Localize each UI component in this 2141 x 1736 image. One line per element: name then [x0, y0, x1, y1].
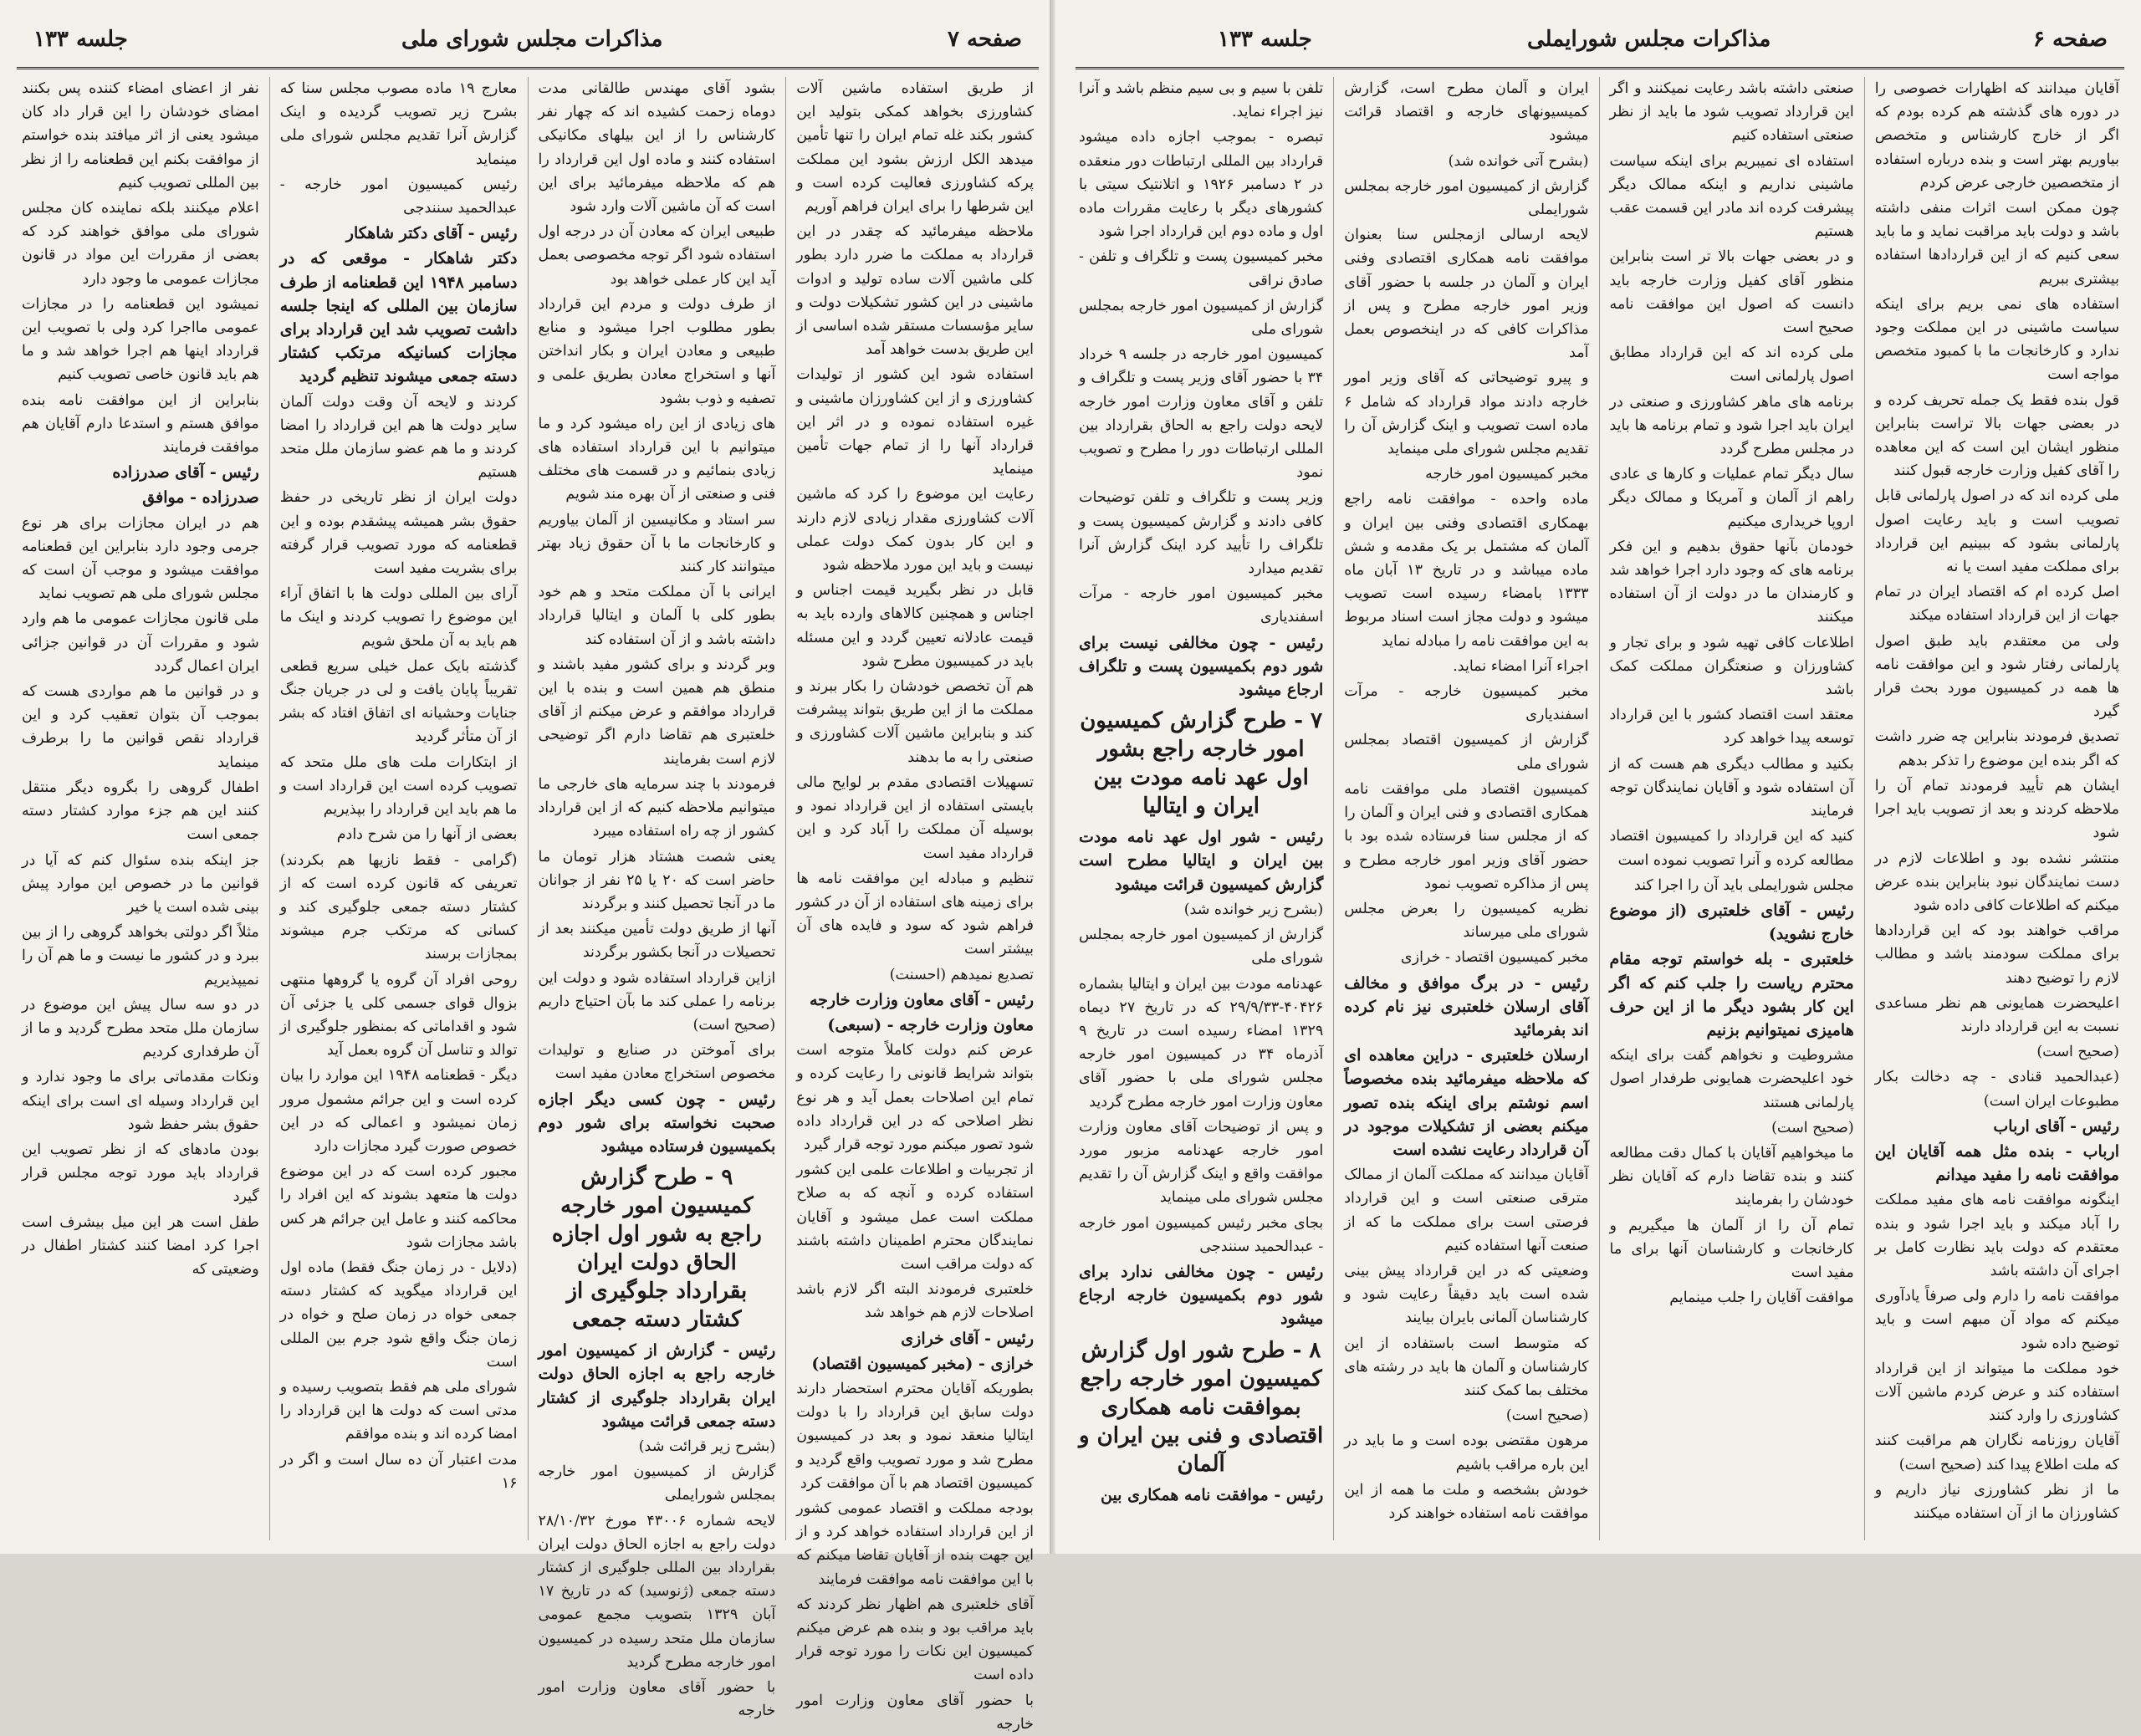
paragraph: بنابراین از این موافقت نامه بنده موافق هستم و استدعا دارم آقایان هم موافقت فرمایند: [22, 391, 259, 457]
right-page: [1055, 0, 2141, 1554]
paragraph: استفاده های نمی بریم برای اینکه سیاست ماشینی در این مملکت وجود ندارد و کارخانجات ما با کمبود متخصص مواجه است: [1874, 295, 2119, 384]
speaker-line: صدرزاده - موافق: [142, 488, 259, 508]
paragraph: سال دیگر تمام عملیات و کارها ی عادی راهم از آلمان و آمریکا و ممالک دیگر اروپا خریداری میکنیم: [1609, 466, 1854, 530]
speaker-line: رئیس - آقای صدرزاده: [112, 463, 259, 483]
speaker-line: رئیس - شور اول عهد نامه مودت بین ایران و ایتالیا مطرح است گزارش کمیسیون قرائت میشود: [1079, 828, 1324, 894]
paragraph: با حضور آقای معاون وزارت امور خارجه: [538, 1678, 776, 1720]
paragraph: گزارش از کمیسیون امور خارجه بمجلس شورای ملی: [1079, 927, 1324, 968]
speaker-line: رئیس - چون کسی دیگر اجازه صحبت نخواسته برای شور دوم بکمیسیون فرستاده میشود: [538, 1090, 776, 1156]
paragraph: خودش بشخصه و ملت ما همه از این موافقت نامه استفاده خواهند کرد: [1344, 1481, 1589, 1522]
paragraph: بشود آقای مهندس طالقانی مدت دوماه زحمت کشیده اند که چهار نفر کارشناس را از این بیلهای مکانیکی استفاده کنند و ماده اول این قرارداد را هم که ملاحظه میفرمائید برای این است که آن ماشین آلات وارد شود: [538, 80, 776, 216]
paragraph: کمیسیون امور خارجه در جلسه ۹ خرداد ۳۴ با حضور آقای وزیر پست و تلگراف و تلفن و آقای معاون وزارت امور خارجه لایحه دولت راجع به الحاق بقرارداد بین المللی ارتباطات دور را مطرح و تصویب نمود: [1079, 346, 1324, 482]
left-page-session: صفحه ۷: [948, 27, 1022, 52]
paragraph: مراقب خواهند بود که این قراردادها برای مملکت سودمند باشد و مطالب لازم را توضیح دهند: [1874, 922, 2119, 987]
paragraph: ملی کرده اند که در اصول پارلمانی قابل تصویب است و باید رعایت اصول پارلمانی بشود که ببینیم این قرارداد برای مملکت مفید است یا نه: [1874, 488, 2119, 576]
paragraph: مرهون مقتضی بوده است و ما باید در این باره مراقب باشیم: [1344, 1432, 1589, 1473]
paragraph: موافقت آقایان را جلب مینمایم: [1669, 1289, 1854, 1307]
paragraph: بعضی از آنها را من شرح دادم: [336, 826, 518, 844]
paragraph: ملی کرده اند که این قرارداد مطابق اصول پارلمانی است: [1609, 345, 1854, 385]
paragraph: ما میخواهیم آقایان با کمال دقت مطالعه کنند و بنده تقاضا دارم که آقایان نظر خودشان را بفرمایند: [1609, 1144, 1854, 1209]
paragraph: چون ممکن است اثرات منفی داشته باشد و دولت باید مراقبت نماید و ما باید سعی کنیم که از این قراردادها استفاده بیشتری ببریم: [1874, 200, 2119, 288]
text-column: [528, 77, 786, 1720]
speaker-line: رئیس - چون مخالفی ندارد برای شور دوم بکمیسیون خارجه ارجاع میشود: [1079, 1262, 1324, 1329]
speaker-line: معاون وزارت خارجه - (سبعی): [827, 1015, 1034, 1034]
paragraph: رئیس کمیسیون امور خارجه - عبدالحمید سنندجی: [279, 176, 518, 217]
paragraph: روحی افراد آن گروه یا گروهها منتهی بزوال قوای جسمی کلی یا جزئی آن شود و اقداماتی که بمنظور جلوگیری از توالد و تناسل آن گروه بعمل آید: [279, 971, 518, 1059]
speaker-line: رئیس - چون مخالفی نیست برای شور دوم بکمیسیون پست و تلگراف ارجاع میشود: [1079, 633, 1324, 700]
paragraph: و پیرو توضیحاتی که آقای وزیر امور خارجه دادند مواد قرارداد که شامل ۶ ماده است تصویب و اینک گزارش آن را تقدیم مجلس شورای ملی مینماید: [1344, 370, 1589, 458]
paragraph: بطوریکه آقایان محترم استحضار دارند دولت سابق این قرارداد را با دولت ایتالیا منعقد نمود و بعد در کمیسیون مطرح شد و مورد تصویب واقع گردید و کمیسیون اقتصاد هم با آن موافقت کرد: [796, 1380, 1034, 1492]
paragraph: اجراء آنرا امضاء نماید.: [1453, 657, 1589, 675]
paragraph: اعلام میکنند بلکه نماینده کان مجلس شورای ملی موافق خواهند کرد که بعضی از مقررات این مواد در قانون مجازات عمومی ما وجود دارد: [22, 200, 259, 288]
paragraph: ازاین قرارداد استفاده شود و دولت این برنامه را عملی کند ما بآن احتیاج داریم (صحیح است): [538, 969, 776, 1034]
paragraph: اصل کرده ام که اقتصاد ایران در تمام جهات از این قرارداد استفاده میکند: [1874, 584, 2119, 625]
paragraph: رعایت این موضوع را کرد که ماشین آلات کشاورزی مقدار زیادی لازم دارند و این کار بدون کمک دولت عملی نیست و باید این مورد ملاحظه شود: [796, 486, 1034, 574]
paragraph: جز اینکه بنده سئوال کنم که آیا در قوانین ما در خصوص این موارد پیش بینی شده است یا خیر: [22, 851, 259, 916]
paragraph: نظریه کمیسیون را بعرض مجلس شورای ملی میرساند: [1344, 900, 1589, 942]
text-column: [785, 77, 1044, 1733]
paragraph: هم در ایران مجازات برای هر نوع جرمی وجود دارد بنابراین این قطعنامه موافقت میشود و موجب آن است که مجلس شورای ملی هم تصویب نماید: [22, 514, 259, 603]
paragraph: بکنید و مطالب دیگری هم هست که از آن استفاده شود و آقایان نمایندگان توجه فرمایند: [1609, 755, 1854, 820]
speaker-line: ارباب - بنده مثل همه آقایان این موافقت نامه را مفید میدانم: [1874, 1141, 2119, 1185]
speaker-line: خرازی - (مخبر کمیسیون اقتصاد): [811, 1354, 1034, 1373]
speaker-line: رئیس - آقای خرازی: [901, 1329, 1034, 1348]
paragraph: برای آموختن در صنایع و تولیدات مخصوص استخراج معادن مفید است: [538, 1042, 776, 1083]
paragraph: ونکات مقدماتی برای ما وجود ندارد و این قرارداد وسیله ای است برای اینکه حقوق بشر حفظ شود: [22, 1069, 259, 1133]
speaker-line: رئیس - گزارش از کمیسیون امور خارجه راجع به اجازه الحاق دولت ایران بقرارداد جلوگیری از کشتار دسته جمعی قرائت میشود: [538, 1341, 776, 1431]
speaker-line: خلعتبری - بله خواستم توجه مقام محترم ریاست را جلب کنم که اگر این کار بشود دیگر ما از این حرف هامیزی نمیتوانیم بزنیم: [1609, 950, 1854, 1039]
paragraph: (گرامی - فقط نازیها هم بکردند) تعریفی که قانون کرده است که از کشتار دسته جمعی جلوگیری کند و کسانی که مرتکب جرم میشوند بمجازات برسند: [279, 851, 518, 963]
paragraph: آنها از طریق دولت تأمین میکنند بعد از تحصیلات در آنجا بکشور برگردند: [538, 921, 776, 962]
left-page: [0, 0, 1055, 1733]
paragraph: مخبر کمیسیون امور خارجه: [1425, 466, 1589, 483]
paragraph: اطفال گروهی را بگروه دیگر منتقل کنند این هم جزء موارد کشتار دسته جمعی است: [22, 779, 259, 844]
paragraph: معارج ۱۹ ماده مصوب مجلس سنا که بشرح زیر تصویب گردیده و اینک گزارش آنرا تقدیم مجلس شورای ملی مینماید: [279, 80, 518, 168]
paragraph: فرمودند با چند سرمایه های خارجی ما میتوانیم ملاحظه کنیم که از این قرارداد کشور از چه راه استفاده میبرد: [538, 775, 776, 840]
paragraph: از طرف دولت و مردم این قرارداد بطور مطلوب اجرا میشود و منابع طبیعی و معادن ایران و بکار انداختن آنها و استخراج معادن بطریق علمی و تصفیه و ذوب بشود: [538, 295, 776, 407]
paragraph: طفل است هر این میل بیشرف است اجرا کرد امضا کنند کشتار اطفال در وضعیتی که: [22, 1213, 259, 1278]
paragraph: و پس از توضیحات آقای معاون وزارت امور خارجه عهدنامه مزبور مورد موافقت واقع و اینک گزارش آن را تقدیم مجلس شورای ملی مینماید: [1079, 1118, 1324, 1207]
paragraph: قول بنده فقط یک جمله تحریف کرده و در بعضی جهات بالا تراست بنابراین منظور ایشان این است که این معاهده را آقای کفیل وزارت خارجه قبول کنند: [1874, 391, 2119, 480]
paragraph: منتشر نشده بود و اطلاعات لازم در دست نمایندگان نبود بنابراین بنده عرض میکنم که اطلاعات کافی داده شود: [1874, 850, 2119, 914]
speaker-line: رئیس - آقای دکتر شاهکار: [345, 224, 518, 243]
paragraph: ملی قانون مجازات عمومی ما هم وارد شود و مقررات آن در قوانین جزائی ایران اعمال گردد: [22, 610, 259, 675]
agenda-item-heading: ۷ - طرح گزارش کمیسیون امور خارجه راجع بشور اول عهد نامه مودت بین ایران و ایتالیا: [1080, 708, 1323, 819]
left-page-title: مذاکرات مجلس شورای ملی: [401, 27, 663, 52]
paragraph: و در بعضی جهات بالا تر است بنابراین منظور آقای کفیل وزارت خارجه باید دانست که اصول این موافقت نامه صحیح است: [1609, 248, 1854, 337]
text-column: [269, 77, 528, 1540]
paragraph: بودجه مملکت و اقتصاد عمومی کشور از این قرارداد استفاده خواهد کرد و از این جهت بنده از آقایان تقاضا میکنم که با این موافقت نامه موافقت فرمایند: [796, 1499, 1034, 1588]
paragraph: (صحیح است): [1505, 1407, 1589, 1425]
paragraph: (صحیح است): [2036, 1044, 2119, 1061]
paragraph: کمیسیون اقتصاد ملی موافقت نامه همکاری اقتصادی و فنی ایران و آلمان را که از مجلس سنا فرستاده شده بود با حضور آقای وزیر امور خارجه مطرح و پس از مذاکره تصویب نمود: [1344, 780, 1589, 892]
paragraph: آقایان روزنامه نگاران هم مراقبت کنند که ملت اطلاع پیدا کند (صحیح است): [1874, 1432, 2119, 1473]
paragraph: از طریق استفاده ماشین آلات کشاورزی بخواهد کمکی بتولید این کشور بکند غله تمام ایران را تنها تأمین میدهد الکل ارزش بشود این مملکت پرکه کشاورزی فعالیت کرده است و این شرطها را برای ایران فراهم آوریم: [796, 80, 1034, 216]
paragraph: گزارش از کمیسیون امور خارجه بمجلس شورایملی: [538, 1463, 776, 1504]
paragraph: مخبر کمیسیون امور خارجه - مرآت اسفندیاری: [1079, 585, 1324, 626]
paragraph: یعنی شصت هشتاد هزار تومان ما حاضر است که ۲۰ یا ۲۵ نفر از جوانان ما در آنجا تحصیل کنند و برگردند: [538, 848, 776, 912]
paragraph: بجای مخبر رئیس کمیسیون امور خارجه - عبدالحمید سنندجی: [1079, 1214, 1324, 1255]
paragraph: نمیشود این قطعنامه را در مجازات عمومی مااجرا کرد ولی با تصویب این قرارداد اینها هم اجرا خواهد شد و ما هم باید قانون خاصی تصویب کنیم: [22, 295, 259, 384]
paragraph: تمام آن را از آلمان ها میگیریم و کارخانجات و کارشناسان آنها برای ما مفید است: [1609, 1217, 1854, 1281]
paragraph: گزارش از کمیسیون امور خارجه بمجلس شورای ملی: [1079, 297, 1324, 339]
right-page-number: صفحه ۶: [2033, 27, 2108, 52]
speaker-line: رئیس - موافقت نامه همکاری بین: [1100, 1485, 1324, 1504]
paragraph: کردند و لایحه آن وقت دولت آلمان سایر دولت ها هم این قرارداد را امضا کردند و ما هم عضو سازمان ملل متحد هستیم: [279, 393, 518, 482]
speaker-line: رئیس - آقای معاون وزارت خارجه: [810, 990, 1034, 1009]
paragraph: اینگونه موافقت نامه های مفید مملکت را آباد میکند و باید اجرا شود و بنده معتقدم که دولت باید نظارت کامل بر اجرای آن داشته باشد: [1874, 1192, 2119, 1279]
paragraph: شورای ملی هم فقط بتصویب رسیده و مدتی است که دولت ها این قرارداد را امضا کرده اند و بنده موافقم: [279, 1378, 518, 1443]
speaker-line: رئیس - آقای ارباب: [1993, 1116, 2119, 1136]
paragraph: ایرانی با آن مملکت متحد و هم خود بطور کلی با آلمان و ایتالیا قرارداد داشته باشد و از آن استفاده کند: [538, 584, 776, 648]
paragraph: خود مملکت ما میتواند از این قرارداد استفاده کند و عرض کردم ماشین آلات کشاورزی را وارد کنند: [1874, 1360, 2119, 1425]
paragraph: آقایان میدانند که اظهارات خصوصی را در دوره های گذشته هم کرده بودم که اگر از خارج کارشناس و متخصص بیاوریم بهتر است و بنده درباره استفاده از متخصصین خارجی عرض کردم: [1874, 80, 2119, 191]
paragraph: (بشرح آتی خوانده شد): [1448, 152, 1589, 170]
paragraph: تلفن با سیم و بی سیم منظم باشد و آنرا نیز اجراء نماید.: [1079, 80, 1324, 121]
paragraph: هم آن تخصص خودشان را بکار ببرند و مملکت ما از این طریق بتواند پیشرفت کند و بنابراین ماشین آلات کشاورزی و صنعتی را به ما بدهند: [796, 678, 1034, 766]
paragraph: ماده واحده - موافقت نامه راجع بهمکاری اقتصادی وفنی بین ایران و آلمان که مشتمل بر یک مقدمه و شش ماده میباشد و در تاریخ ۱۳ آبان ماه ۱۳۳۳ بامضاء رسیده است تصویب میشود و دولت مجاز است اسناد مربوط به این موافقت نامه را مبادله نماید: [1344, 491, 1589, 650]
paragraph: (عبدالحمید قنادی - چه دخالت بکار مطبوعات ایران است): [1874, 1069, 2119, 1110]
paragraph: مخبر کمیسیون پست و تلگراف و تلفن - صادق نراقی: [1079, 248, 1324, 289]
paragraph: لایحه شماره ۴۳۰۰۶ مورخ ۲۸/۱۰/۳۲ دولت راجع به اجازه الحاق دولت ایران بقرارداد بین المللی جلوگیری از کشتار دسته جمعی (ژنوسید) که در تاریخ ۱۷ آبان ۱۳۲۹ بتصویب مجمع عمومی سازمان ملل متحد رسیده در کمیسیون امور خارجه مطرح گردید: [538, 1512, 776, 1671]
speaker-line: رئیس - در برگ موافق و مخالف آقای ارسلان خلعتبری نیز نام کرده اند بفرمائید: [1344, 973, 1589, 1039]
speaker-line: رئیس - آقای خلعتبری (از موضوع خارج نشوید): [1609, 901, 1854, 944]
paragraph: مخبر کمیسیون خارجه - مرآت اسفندیاری: [1344, 683, 1589, 724]
paragraph: مجبور کرده است که در این موضوع دولت ها متعهد بشوند که این افراد را محاکمه کنند و عامل این جرائم هر کس باشد مجازات شود: [279, 1163, 518, 1251]
right-page-columns: [1069, 77, 2129, 1540]
left-page-number: جلسه ۱۳۳: [33, 27, 128, 52]
paragraph: ایشان هم تأیید فرمودند تمام آن را ملاحظه کردند و بعد از تصویب باید اجرا شود: [1874, 777, 2119, 842]
paragraph: آقایان میدانند که مملکت آلمان از ممالک مترقی صنعتی است و این قرارداد فرصتی است برای مملکت ما که از صنعت آنها استفاده کنیم: [1344, 1167, 1589, 1254]
agenda-item-heading: ۹ - طرح گزارش کمیسیون امور خارجه راجع به شور اول اجازه الحاق دولت ایران بقرارداد جلوگیری از کشتار دسته جمعی: [551, 1165, 762, 1333]
paragraph: استفاده ای نمیبریم برای اینکه سیاست ماشینی نداریم و اینکه ممالک دیگر پیشرفت کرده اند مادر این قسمت عقب هستیم: [1609, 152, 1854, 241]
paragraph: که متوسط است باستفاده از این کارشناسان و آلمان ها باید در رشته های مختلف بما کمک کنند: [1344, 1335, 1589, 1399]
left-page-header: [17, 20, 1039, 69]
text-column: [1599, 77, 1864, 1540]
paragraph: ملاحظه میفرمائید که چقدر در این قرارداد به مملکت ما ضرر دارد بطور کلی ماشین آلات ساده تولید و ادوات ماشینی در این کشور تشکیلات دولت و سایر مؤسسات مستقر شده اساسی از این طریق بدست خواهد آمد: [796, 223, 1034, 359]
paragraph: وبر گردند و برای کشور مفید باشند و منطق هم همین است و بنده با این قرارداد موافقم و عرض میکنم از آقای خلعتبری هم تقاضا دارم اگر توضیحی لازم است بفرمایند: [538, 656, 776, 768]
paragraph: مشروطیت و نخواهم گفت برای اینکه خود اعلیحضرت همایونی طرفدار اصول پارلمانی هستند: [1609, 1047, 1854, 1111]
paragraph: عهدنامه مودت بین ایران و ایتالیا بشماره ۴۰۴۲۶-۲۹/۹/۳۳ که در تاریخ ۲۷ دیماه ۱۳۲۹ امضاء رسیده است در تاریخ ۹ آذرماه ۳۴ در کمیسیون امور خارجه مجلس شورای ملی با حضور آقای معاون وزارت امور خارجه مطرح گردید: [1079, 975, 1324, 1111]
paragraph: لایحه ارسالی ازمجلس سنا بعنوان موافقت نامه همکاری اقتصادی وفنی ایران و آلمان در جلسه با حضور آقای وزیر امور خارجه مطرح و پس از مذاکرات کافی که در اینخصوص بعمل آمد: [1344, 227, 1589, 362]
paragraph: گزارش از کمیسیون اقتصاد بمجلس شورای ملی: [1344, 732, 1589, 773]
paragraph: (بشرح زیر خوانده شد): [1183, 901, 1324, 918]
paragraph: تصدیق فرمودند بنابراین چه ضرر داشت که اگر بنده این موضوع را تذکر بدهم: [1874, 728, 2119, 769]
paragraph: تبصره - بموجب اجازه داده میشود قرارداد بین المللی ارتباطات دور منعقده در ۲ دسامبر ۱۹۲۶ و اتلانتیک سیتی با کشورهای دیگر با رعایت مقررات ماده اول و ماده دوم این قرارداد اجرا شود: [1079, 129, 1324, 241]
paragraph: نفر از اعضای امضاء کننده پس بکنند امضای خودشان را این قرار داد کان میشود یعنی از اثر میافتد بنده خواستم از موافقت بکنم این قطعنامه را از نظر بین المللی تصویب کنیم: [22, 80, 259, 191]
paragraph: سر استاد و مکانیسین از آلمان بیاوریم و کارخانجات ما با آن حقوق زیاد بهتر میتوانند کار کنند: [538, 511, 776, 576]
paragraph: گذشته بایک عمل خیلی سریع قطعی تقریباً پایان یافت و لی در جریان جنگ جنایات وحشیانه ای اتفاق افتاد که بشر از آن متأثر گردید: [279, 657, 518, 746]
paragraph: برنامه های ماهر کشاورزی و صنعتی در ایران باید اجرا شود و تمام برنامه ها باید در مجلس مطرح گردد: [1609, 393, 1854, 458]
paragraph: تصدیع نمیدهم (احسنت): [889, 966, 1034, 983]
paragraph: تسهیلات اقتصادی مقدم بر لوایح مالی بایستی استفاده از این قرارداد نمود و بوسیله آن مملکت را آباد کرد و این قرارداد مفید است: [796, 774, 1034, 862]
right-page-title: مذاکرات مجلس شورایملی: [1527, 27, 1771, 52]
text-column: [12, 77, 269, 1540]
paragraph: از ابتکارات ملت های ملل متحد که تصویب کرده است این قرارداد است و ما هم باید این قرارداد را بپذیریم: [279, 753, 518, 819]
paragraph: صنعتی داشته باشد رعایت نمیکنند و اگر این قرارداد تصویب شود ما باید از نظر صنعتی استفاده کنیم: [1609, 80, 1854, 145]
paragraph: طبیعی ایران که معادن آن در درجه اول استفاده شود اگر توجه مخصوصی بعمل آید این کار عملی خواهد بود: [538, 223, 776, 288]
agenda-item-heading: ۸ - طرح شور اول گزارش کمیسیون امور خارجه راجع بموافقت نامه همکاری اقتصادی و فنی بین ایران و آلمان: [1079, 1337, 1324, 1477]
paragraph: بودن مادهای که از نظر تصویب این قرارداد باید مورد توجه مجلس قرار گیرد: [22, 1141, 259, 1206]
paragraph: ما از نظر کشاورزی نیاز داریم و کشاورزان ما از آن استفاده میکنند: [1874, 1481, 2119, 1522]
right-page-header: [1076, 20, 2124, 69]
paragraph: معتقد است اقتصاد کشور با این قرارداد توسعه پیدا خواهد کرد: [1609, 707, 1854, 748]
paragraph: مثلاً اگر دولتی بخواهد گروهی را از بین ببرد و در کشور ما نیست و ما هم آن را نمیپذیریم: [22, 924, 259, 988]
text-column: [1069, 77, 1333, 1540]
paragraph: خودمان بآنها حقوق بدهیم و این فکر برنامه های که وجود دارد اجرا خواهد شد و کارمندان ما در دولت از آن استفاده میکنند: [1609, 538, 1854, 626]
paragraph: مخبر کمیسیون اقتصاد - خرازی: [1400, 949, 1589, 967]
text-column: [1864, 77, 2129, 1540]
paragraph: دیگر - قطعنامه ۱۹۴۸ این موارد را بیان کرده است و این جرائم مشمول مرور زمان نمیشود و اعمالی که در این خصوص صورت گیرد مجازات دارد: [279, 1067, 518, 1155]
paragraph: دولت ایران از نظر تاریخی در حفظ حقوق بشر همیشه پیشقدم بوده و این قطعنامه که مورد تصویب قرار گرفته برای بشریت مفید است: [279, 489, 518, 578]
paragraph: مجلس شورایملی باید آن را اجرا کند: [1633, 876, 1854, 894]
paragraph: آرای بین المللی دولت ها با اتفاق آراء این موضوع را تصویب کردند و اینک ما هم باید به آن ملحق شویم: [279, 585, 518, 650]
paragraph: ایران و آلمان مطرح است، گزارش کمیسیونهای خارجه و اقتصاد قرائت میشود: [1344, 80, 1589, 145]
speaker-line: دکتر شاهکار - موقعی که در دسامبر ۱۹۴۸ این قطعنامه از طرف سازمان بین المللی که اینجا جلسه داشت تصویب شد این قرارداد برای مجازات کسانیکه مرتکب کشتار دسته جمعی میشوند تنظیم گردید: [279, 249, 518, 386]
paragraph: اطلاعات کافی تهیه شود و برای تجار و کشاورزان و صنعتگران مملکت کمک باشد: [1609, 634, 1854, 699]
paragraph: و در قوانین ما هم مواردی هست که بموجب آن بتوان تعقیب کرد و این قرارداد نقص قوانین ما را برطرف مینماید: [22, 683, 259, 771]
paragraph: قابل در نظر بگیرید قیمت اجناس و اجناس و همچنین کالاهای وارده باید به قیمت عادلانه تعیین گردد و این مسئله باید در کمیسیون مطرح شود: [796, 582, 1034, 670]
paragraph: اعلیحضرت همایونی هم نظر مساعدی نسبت به این قرارداد دارند: [1874, 994, 2119, 1035]
paragraph: در دو سه سال پیش این موضوع در سازمان ملل متحد مطرح گردید و ما از آن طرفداری کردیم: [22, 996, 259, 1061]
right-page-session: جلسه ۱۳۳: [1218, 27, 1312, 52]
paragraph: گزارش از کمیسیون امور خارجه بمجلس شورایملی: [1344, 177, 1589, 219]
paragraph: موافقت نامه را دارم ولی صرفاً یادآوری میکنم که مواد آن مبهم است و باید توضیح داده شود: [1874, 1288, 2119, 1352]
paragraph: کنید که این قرارداد را کمیسیون اقتصاد مطالعه کرده و آنرا تصویب نموده است: [1609, 828, 1854, 869]
paragraph: استفاده شود این کشور از تولیدات کشاورزی و از این کشاورزان ماشینی و غیره استفاده نموده و در اثر این قرارداد آنها را از تمام جهات تأمین مینماید: [796, 366, 1034, 478]
paragraph: (دلایل - در زمان جنگ فقط) ماده اول این قرارداد میگوید که کشتار دسته جمعی خواه در زمان صلح و خواه در زمان جنگ واقع شود جرم بین المللی است: [279, 1259, 518, 1371]
paragraph: (بشرح زیر قرائت شد): [638, 1437, 776, 1455]
paragraph: مدت اعتبار آن ده سال است و اگر در ۱۶: [279, 1451, 518, 1492]
paragraph: آقای خلعتبری هم اظهار نظر کردند که باید مراقب بود و بنده هم عرض میکنم کمیسیون این نکات را مورد توجه قرار داده است: [796, 1596, 1034, 1684]
paragraph: خلعتبری فرمودند البته اگر لازم باشد اصلاحات لازم هم خواهد شد: [796, 1281, 1034, 1322]
paragraph: های زیادی از این راه میشود کرد و ما میتوانیم با این قرارداد استفاده های زیادی بنمائیم و در قسمت های مختلف فنی و صنعتی از آن بهره مند شویم: [538, 415, 776, 503]
paragraph: با حضور آقای معاون وزارت امور خارجه: [796, 1692, 1034, 1733]
speaker-line: ارسلان خلعتبری - دراین معاهده ای که ملاحظه میفرمائید بنده مخصوصاً اسم نوشتم برای اینکه بنده تصور میکنم بعضی از تشکیلات موجود در آن قرارداد رعایت نشده است: [1344, 1046, 1589, 1159]
paragraph: عرض کنم دولت کاملاً متوجه است بتواند شرایط قانونی را رعایت کرده و تمام این اصلاحات بعمل آید و هر نوع نظر اصلاحی که در این قرارداد داده شود تصور میکنم مورد توجه قرار گیرد: [796, 1042, 1034, 1153]
paragraph: تنظیم و مبادله این موافقت نامه ها برای زمینه های استفاده از آن در کشور فراهم شود که سود و فایده های آن بیشتر است: [796, 870, 1034, 958]
paragraph: ولی من معتقدم باید طبق اصول پارلمانی رفتار شود و این موافقت نامه ها همه در کمیسیون مورد بحث قرار گیرد: [1874, 632, 2119, 721]
text-column: [1333, 77, 1598, 1540]
paragraph: وضعیتی که در این قرارداد پیش بینی شده است باید دقیقاً رعایت شود و کارشناسان آلمانی بایران بیایند: [1344, 1262, 1589, 1327]
left-page-columns: [12, 77, 1044, 1733]
paragraph: (صحیح است): [1771, 1119, 1854, 1136]
paragraph: از تجربیات و اطلاعات علمی این کشور استفاده کرده و آنچه که به صلاح مملکت است عمل میشود و آقایان نمایندگان محترم اطمینان داشته باشند که دولت مراقب است: [796, 1162, 1034, 1273]
paragraph: وزیر پست و تلگراف و تلفن توضیحات کافی دادند و گزارش کمیسیون پست و تلگراف را تأیید کرد اینک گزارش آنرا تقدیم میدارد: [1079, 489, 1324, 578]
